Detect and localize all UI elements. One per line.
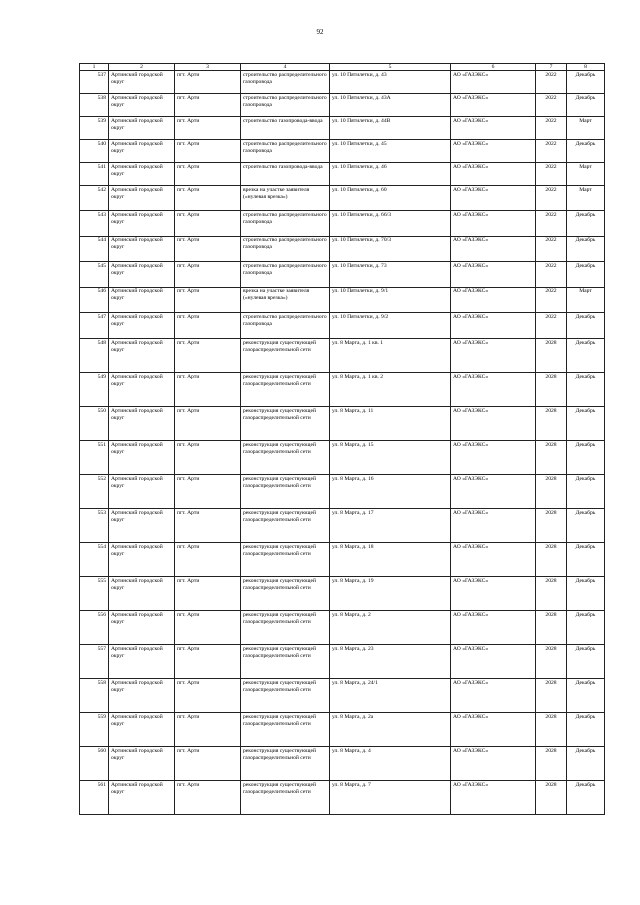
- work-type-cell: реконструкция существующей газораспределительной сети: [241, 747, 330, 781]
- municipality-cell: Артинский городской округ: [109, 781, 175, 815]
- work-type-cell: строительство распределительного газопровода: [241, 211, 330, 237]
- settlement-cell: пгт. Арти: [175, 441, 241, 475]
- settlement-cell: пгт. Арти: [175, 781, 241, 815]
- address-cell: ул. 8 Марта, д. 19: [330, 577, 451, 611]
- address-cell: ул. 8 Марта, д. 18: [330, 543, 451, 577]
- organization-cell: АО «ГАЗЭКС»: [451, 262, 536, 288]
- month-cell: Декабрь: [567, 781, 605, 815]
- row-number-cell: 553: [80, 509, 109, 543]
- year-cell: 2028: [536, 679, 567, 713]
- table-row: [80, 713, 605, 747]
- settlement-cell: пгт. Арти: [175, 71, 241, 94]
- address-cell: ул. 8 Марта, д. 4: [330, 747, 451, 781]
- month-cell: Декабрь: [567, 509, 605, 543]
- work-type-cell: строительство газопровода-ввода: [241, 117, 330, 140]
- table-row: [80, 287, 605, 313]
- organization-cell: АО «ГАЗЭКС»: [451, 339, 536, 373]
- work-type-cell: реконструкция существующей газораспределительной сети: [241, 713, 330, 747]
- address-cell: ул. 10 Пятилетки, д. 43: [330, 71, 451, 94]
- row-number-cell: 554: [80, 543, 109, 577]
- row-number-cell: 550: [80, 407, 109, 441]
- organization-cell: АО «ГАЗЭКС»: [451, 313, 536, 339]
- column-number: 3: [175, 64, 241, 71]
- organization-cell: АО «ГАЗЭКС»: [451, 679, 536, 713]
- year-cell: 2028: [536, 441, 567, 475]
- table-row: [80, 163, 605, 186]
- municipality-cell: Артинский городской округ: [109, 313, 175, 339]
- municipality-cell: Артинский городской округ: [109, 236, 175, 262]
- work-type-cell: врезка на участке заявителя («нулевая врезка»): [241, 287, 330, 313]
- municipality-cell: Артинский городской округ: [109, 163, 175, 186]
- work-type-cell: реконструкция существующей газораспределительной сети: [241, 611, 330, 645]
- settlement-cell: пгт. Арти: [175, 747, 241, 781]
- municipality-cell: Артинский городской округ: [109, 211, 175, 237]
- table-row: [80, 211, 605, 237]
- address-cell: ул. 8 Марта, д. 24/1: [330, 679, 451, 713]
- column-number-row: [80, 64, 605, 71]
- work-type-cell: реконструкция существующей газораспределительной сети: [241, 679, 330, 713]
- municipality-cell: Артинский городской округ: [109, 611, 175, 645]
- year-cell: 2028: [536, 543, 567, 577]
- settlement-cell: пгт. Арти: [175, 140, 241, 163]
- year-cell: 2022: [536, 211, 567, 237]
- work-type-cell: строительство распределительного газопровода: [241, 236, 330, 262]
- column-number: 6: [451, 64, 536, 71]
- row-number-cell: 560: [80, 747, 109, 781]
- address-cell: ул. 10 Пятилетки, д. 66/3: [330, 211, 451, 237]
- organization-cell: АО «ГАЗЭКС»: [451, 287, 536, 313]
- work-type-cell: строительство распределительного газопровода: [241, 140, 330, 163]
- year-cell: 2022: [536, 94, 567, 117]
- address-cell: ул. 10 Пятилетки, д. 45: [330, 140, 451, 163]
- year-cell: 2022: [536, 287, 567, 313]
- municipality-cell: Артинский городской округ: [109, 577, 175, 611]
- month-cell: Декабрь: [567, 577, 605, 611]
- address-cell: ул. 8 Марта, д. 15: [330, 441, 451, 475]
- address-cell: ул. 8 Марта, д. 16: [330, 475, 451, 509]
- work-type-cell: реконструкция существующей газораспределительной сети: [241, 339, 330, 373]
- municipality-cell: Артинский городской округ: [109, 339, 175, 373]
- year-cell: 2028: [536, 713, 567, 747]
- year-cell: 2028: [536, 509, 567, 543]
- organization-cell: АО «ГАЗЭКС»: [451, 163, 536, 186]
- month-cell: Декабрь: [567, 236, 605, 262]
- municipality-cell: Артинский городской округ: [109, 186, 175, 211]
- page-number: 92: [316, 28, 324, 36]
- month-cell: Декабрь: [567, 713, 605, 747]
- organization-cell: АО «ГАЗЭКС»: [451, 211, 536, 237]
- month-cell: Декабрь: [567, 611, 605, 645]
- table-body: [80, 64, 605, 815]
- table-row: [80, 509, 605, 543]
- work-type-cell: строительство распределительного газопровода: [241, 71, 330, 94]
- municipality-cell: Артинский городской округ: [109, 747, 175, 781]
- column-number: 8: [567, 64, 605, 71]
- column-number: 1: [80, 64, 109, 71]
- municipality-cell: Артинский городской округ: [109, 509, 175, 543]
- row-number-cell: 544: [80, 236, 109, 262]
- address-cell: ул. 8 Марта, д. 7: [330, 781, 451, 815]
- settlement-cell: пгт. Арти: [175, 117, 241, 140]
- row-number-cell: 555: [80, 577, 109, 611]
- month-cell: Декабрь: [567, 475, 605, 509]
- table-row: [80, 679, 605, 713]
- row-number-cell: 557: [80, 645, 109, 679]
- table-row: [80, 140, 605, 163]
- address-cell: ул. 10 Пятилетки, д. 43А: [330, 94, 451, 117]
- settlement-cell: пгт. Арти: [175, 94, 241, 117]
- municipality-cell: Артинский городской округ: [109, 543, 175, 577]
- table-row: [80, 407, 605, 441]
- organization-cell: АО «ГАЗЭКС»: [451, 509, 536, 543]
- settlement-cell: пгт. Арти: [175, 679, 241, 713]
- work-type-cell: реконструкция существующей газораспределительной сети: [241, 441, 330, 475]
- settlement-cell: пгт. Арти: [175, 236, 241, 262]
- row-number-cell: 558: [80, 679, 109, 713]
- gasification-table: [79, 63, 605, 815]
- settlement-cell: пгт. Арти: [175, 645, 241, 679]
- row-number-cell: 561: [80, 781, 109, 815]
- work-type-cell: строительство распределительного газопровода: [241, 313, 330, 339]
- organization-cell: АО «ГАЗЭКС»: [451, 94, 536, 117]
- month-cell: Декабрь: [567, 339, 605, 373]
- row-number-cell: 543: [80, 211, 109, 237]
- month-cell: Март: [567, 117, 605, 140]
- address-cell: ул. 10 Пятилетки, д. 9/1: [330, 287, 451, 313]
- table-row: [80, 543, 605, 577]
- work-type-cell: строительство распределительного газопровода: [241, 262, 330, 288]
- settlement-cell: пгт. Арти: [175, 577, 241, 611]
- municipality-cell: Артинский городской округ: [109, 441, 175, 475]
- settlement-cell: пгт. Арти: [175, 262, 241, 288]
- settlement-cell: пгт. Арти: [175, 186, 241, 211]
- work-type-cell: реконструкция существующей газораспределительной сети: [241, 645, 330, 679]
- year-cell: 2028: [536, 339, 567, 373]
- column-number: 7: [536, 64, 567, 71]
- organization-cell: АО «ГАЗЭКС»: [451, 577, 536, 611]
- address-cell: ул. 10 Пятилетки, д. 46: [330, 163, 451, 186]
- month-cell: Март: [567, 186, 605, 211]
- column-number: 2: [109, 64, 175, 71]
- month-cell: Март: [567, 163, 605, 186]
- organization-cell: АО «ГАЗЭКС»: [451, 236, 536, 262]
- work-type-cell: реконструкция существующей газораспределительной сети: [241, 781, 330, 815]
- settlement-cell: пгт. Арти: [175, 713, 241, 747]
- work-type-cell: реконструкция существующей газораспределительной сети: [241, 577, 330, 611]
- organization-cell: АО «ГАЗЭКС»: [451, 543, 536, 577]
- municipality-cell: Артинский городской округ: [109, 645, 175, 679]
- table-row: [80, 747, 605, 781]
- municipality-cell: Артинский городской округ: [109, 94, 175, 117]
- month-cell: Декабрь: [567, 373, 605, 407]
- organization-cell: АО «ГАЗЭКС»: [451, 117, 536, 140]
- month-cell: Декабрь: [567, 211, 605, 237]
- organization-cell: АО «ГАЗЭКС»: [451, 441, 536, 475]
- month-cell: Декабрь: [567, 645, 605, 679]
- address-cell: ул. 10 Пятилетки, д. 9/2: [330, 313, 451, 339]
- municipality-cell: Артинский городской округ: [109, 679, 175, 713]
- row-number-cell: 538: [80, 94, 109, 117]
- row-number-cell: 549: [80, 373, 109, 407]
- year-cell: 2028: [536, 475, 567, 509]
- address-cell: ул. 8 Марта, д. 17: [330, 509, 451, 543]
- month-cell: Декабрь: [567, 94, 605, 117]
- row-number-cell: 546: [80, 287, 109, 313]
- table-row: [80, 339, 605, 373]
- table-row: [80, 441, 605, 475]
- organization-cell: АО «ГАЗЭКС»: [451, 71, 536, 94]
- table-row: [80, 475, 605, 509]
- settlement-cell: пгт. Арти: [175, 313, 241, 339]
- table-row: [80, 117, 605, 140]
- municipality-cell: Артинский городской округ: [109, 475, 175, 509]
- settlement-cell: пгт. Арти: [175, 373, 241, 407]
- column-number: 4: [241, 64, 330, 71]
- table-row: [80, 236, 605, 262]
- table-row: [80, 781, 605, 815]
- municipality-cell: Артинский городской округ: [109, 262, 175, 288]
- month-cell: Декабрь: [567, 71, 605, 94]
- work-type-cell: врезка на участке заявителя («нулевая врезка»): [241, 186, 330, 211]
- year-cell: 2028: [536, 747, 567, 781]
- municipality-cell: Артинский городской округ: [109, 140, 175, 163]
- work-type-cell: реконструкция существующей газораспределительной сети: [241, 509, 330, 543]
- year-cell: 2028: [536, 611, 567, 645]
- row-number-cell: 540: [80, 140, 109, 163]
- work-type-cell: реконструкция существующей газораспределительной сети: [241, 373, 330, 407]
- organization-cell: АО «ГАЗЭКС»: [451, 475, 536, 509]
- row-number-cell: 541: [80, 163, 109, 186]
- row-number-cell: 539: [80, 117, 109, 140]
- address-cell: ул. 10 Пятилетки, д. 70/3: [330, 236, 451, 262]
- table-row: [80, 71, 605, 94]
- column-number: 5: [330, 64, 451, 71]
- year-cell: 2028: [536, 577, 567, 611]
- year-cell: 2028: [536, 781, 567, 815]
- year-cell: 2022: [536, 140, 567, 163]
- organization-cell: АО «ГАЗЭКС»: [451, 713, 536, 747]
- settlement-cell: пгт. Арти: [175, 339, 241, 373]
- settlement-cell: пгт. Арти: [175, 475, 241, 509]
- address-cell: ул. 8 Марта, д. 11: [330, 407, 451, 441]
- address-cell: ул. 8 Марта, д. 23: [330, 645, 451, 679]
- municipality-cell: Артинский городской округ: [109, 117, 175, 140]
- organization-cell: АО «ГАЗЭКС»: [451, 407, 536, 441]
- organization-cell: АО «ГАЗЭКС»: [451, 373, 536, 407]
- work-type-cell: строительство газопровода-ввода: [241, 163, 330, 186]
- organization-cell: АО «ГАЗЭКС»: [451, 186, 536, 211]
- month-cell: Декабрь: [567, 679, 605, 713]
- month-cell: Декабрь: [567, 313, 605, 339]
- address-cell: ул. 10 Пятилетки, д. 44В: [330, 117, 451, 140]
- settlement-cell: пгт. Арти: [175, 287, 241, 313]
- municipality-cell: Артинский городской округ: [109, 373, 175, 407]
- settlement-cell: пгт. Арти: [175, 407, 241, 441]
- table-row: [80, 186, 605, 211]
- year-cell: 2028: [536, 373, 567, 407]
- row-number-cell: 551: [80, 441, 109, 475]
- row-number-cell: 545: [80, 262, 109, 288]
- row-number-cell: 542: [80, 186, 109, 211]
- work-type-cell: реконструкция существующей газораспределительной сети: [241, 475, 330, 509]
- table-row: [80, 313, 605, 339]
- address-cell: ул. 8 Марта, д. 1 кв. 2: [330, 373, 451, 407]
- month-cell: Декабрь: [567, 441, 605, 475]
- settlement-cell: пгт. Арти: [175, 543, 241, 577]
- table-row: [80, 373, 605, 407]
- address-cell: ул. 10 Пятилетки, д. 60: [330, 186, 451, 211]
- work-type-cell: реконструкция существующей газораспределительной сети: [241, 407, 330, 441]
- table-row: [80, 262, 605, 288]
- organization-cell: АО «ГАЗЭКС»: [451, 781, 536, 815]
- table-row: [80, 645, 605, 679]
- settlement-cell: пгт. Арти: [175, 163, 241, 186]
- year-cell: 2022: [536, 313, 567, 339]
- month-cell: Декабрь: [567, 140, 605, 163]
- month-cell: Декабрь: [567, 747, 605, 781]
- table-row: [80, 611, 605, 645]
- month-cell: Декабрь: [567, 262, 605, 288]
- year-cell: 2022: [536, 236, 567, 262]
- organization-cell: АО «ГАЗЭКС»: [451, 747, 536, 781]
- year-cell: 2022: [536, 163, 567, 186]
- table-row: [80, 577, 605, 611]
- year-cell: 2022: [536, 71, 567, 94]
- row-number-cell: 537: [80, 71, 109, 94]
- municipality-cell: Артинский городской округ: [109, 71, 175, 94]
- year-cell: 2022: [536, 262, 567, 288]
- row-number-cell: 548: [80, 339, 109, 373]
- year-cell: 2028: [536, 645, 567, 679]
- table-row: [80, 94, 605, 117]
- row-number-cell: 552: [80, 475, 109, 509]
- year-cell: 2028: [536, 407, 567, 441]
- work-type-cell: реконструкция существующей газораспределительной сети: [241, 543, 330, 577]
- settlement-cell: пгт. Арти: [175, 611, 241, 645]
- municipality-cell: Артинский городской округ: [109, 713, 175, 747]
- month-cell: Декабрь: [567, 543, 605, 577]
- municipality-cell: Артинский городской округ: [109, 287, 175, 313]
- settlement-cell: пгт. Арти: [175, 211, 241, 237]
- row-number-cell: 556: [80, 611, 109, 645]
- address-cell: ул. 8 Марта, д. 2а: [330, 713, 451, 747]
- month-cell: Декабрь: [567, 407, 605, 441]
- organization-cell: АО «ГАЗЭКС»: [451, 611, 536, 645]
- month-cell: Март: [567, 287, 605, 313]
- organization-cell: АО «ГАЗЭКС»: [451, 645, 536, 679]
- row-number-cell: 559: [80, 713, 109, 747]
- row-number-cell: 547: [80, 313, 109, 339]
- municipality-cell: Артинский городской округ: [109, 407, 175, 441]
- settlement-cell: пгт. Арти: [175, 509, 241, 543]
- address-cell: ул. 10 Пятилетки, д. 73: [330, 262, 451, 288]
- organization-cell: АО «ГАЗЭКС»: [451, 140, 536, 163]
- work-type-cell: строительство распределительного газопровода: [241, 94, 330, 117]
- address-cell: ул. 8 Марта, д. 1 кв. 1: [330, 339, 451, 373]
- year-cell: 2022: [536, 117, 567, 140]
- year-cell: 2022: [536, 186, 567, 211]
- address-cell: ул. 8 Марта, д. 2: [330, 611, 451, 645]
